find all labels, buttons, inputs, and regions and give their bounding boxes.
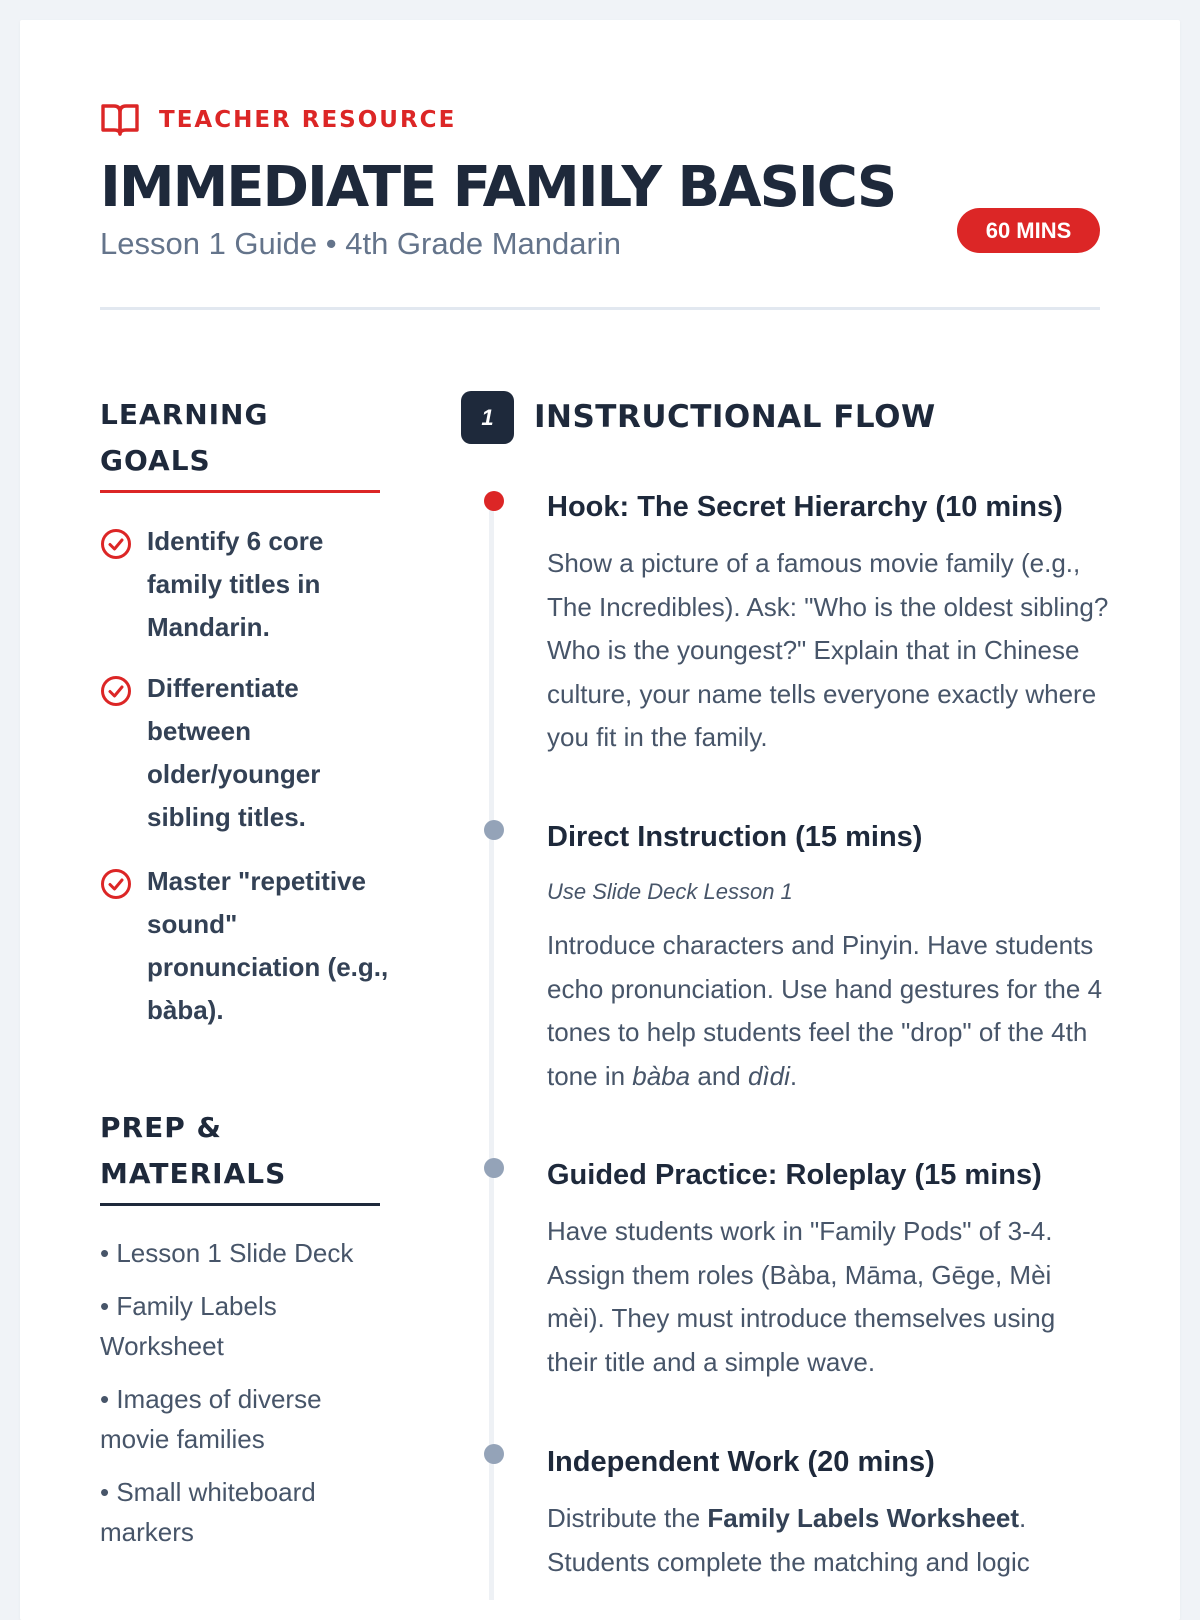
step-title: Direct Instruction (15 mins) (547, 821, 923, 853)
duration-badge: 60 MINS (957, 208, 1100, 253)
step-body: Show a picture of a famous movie family (e.g., The Incredibles). Ask: "Who is the oldest sibling? Who is the youngest?" Explain that in Chinese culture, your name tells everyone exactly where you fit in the family. (547, 548, 1109, 752)
timeline-dot (484, 1158, 504, 1178)
timeline-dot (484, 1444, 504, 1464)
learning-goals-heading: LEARNING GOALS (100, 398, 269, 477)
step-body: Have students work in "Family Pods" of 3-4. Assign them roles (Bàba, Māma, Gēge, Mèi mèi). They must introduce themselves using their title and a simple wave. (547, 1216, 1056, 1377)
learning-goals-rule (100, 490, 380, 493)
goal-item (100, 860, 390, 1032)
flow-number-icon: 1 (461, 391, 514, 444)
goal-text: Differentiate between older/younger sibling titles. (147, 673, 321, 832)
timeline-dot (484, 820, 504, 840)
eyebrow (101, 103, 456, 137)
material-item: • Family Labels Worksheet (100, 1291, 277, 1361)
material-item: • Lesson 1 Slide Deck (100, 1238, 354, 1268)
header-divider (100, 307, 1100, 310)
page-subtitle: Lesson 1 Guide • 4th Grade Mandarin (100, 226, 621, 261)
goal-text: Master "repetitive sound" pronunciation (e.g., bàba). (147, 866, 389, 1025)
goal-item (100, 667, 390, 839)
check-circle-icon (100, 860, 147, 1032)
goal-item (100, 520, 390, 649)
prep-materials-rule (100, 1203, 380, 1206)
step-title: Guided Practice: Roleplay (15 mins) (547, 1159, 1042, 1191)
step-body: Introduce characters and Pinyin. Have students echo pronunciation. Use hand gestures for the 4 tones to help students feel the "drop" of the 4th tone in bàba and dìdi. (547, 930, 1103, 1091)
goal-text: Identify 6 core family titles in Mandarin. (147, 526, 324, 642)
material-item: • Small whiteboard markers (100, 1477, 316, 1547)
page-title: IMMEDIATE FAMILY BASICS (100, 155, 896, 220)
instructional-flow-heading: INSTRUCTIONAL FLOW (534, 399, 936, 435)
eyebrow-label: TEACHER RESOURCE (159, 107, 457, 133)
book-icon (101, 103, 139, 137)
material-item: • Images of diverse movie families (100, 1384, 322, 1454)
prep-materials-heading: PREP & MATERIALS (100, 1111, 287, 1190)
step-note: Use Slide Deck Lesson 1 (547, 879, 793, 904)
check-circle-icon (100, 520, 147, 649)
step-title: Hook: The Secret Hierarchy (10 mins) (547, 491, 1063, 523)
step-body: Distribute the Family Labels Worksheet. Students complete the matching and logic (547, 1503, 1030, 1577)
check-circle-icon (100, 667, 147, 839)
step-title: Independent Work (20 mins) (547, 1446, 935, 1478)
timeline-line (489, 501, 494, 1600)
timeline-dot-active (484, 491, 504, 511)
